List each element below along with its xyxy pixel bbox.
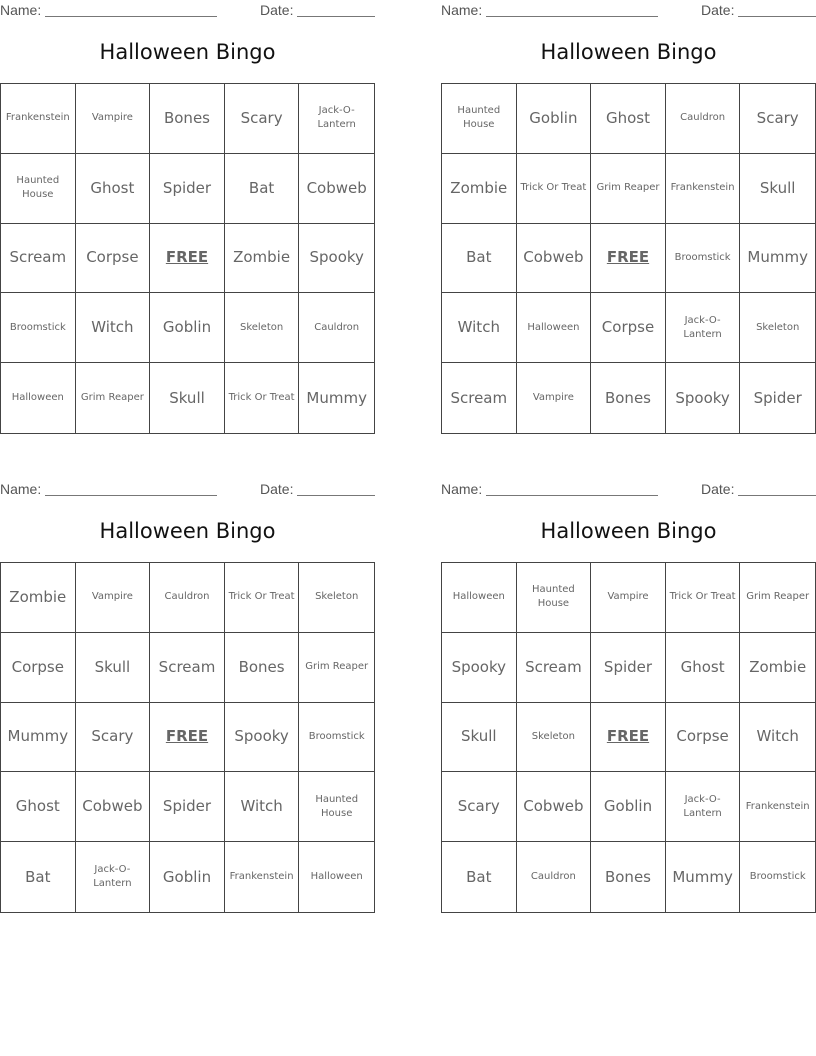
bingo-cell: Zombie	[442, 154, 517, 224]
bingo-cell: Goblin	[517, 84, 592, 154]
bingo-cell: Skull	[442, 703, 517, 773]
bingo-cell: Skull	[740, 154, 815, 224]
bingo-card	[0, 479, 375, 890]
date-label: Date:	[701, 2, 735, 18]
bingo-cell: Halloween	[517, 293, 592, 363]
bingo-cell: Trick Or Treat	[517, 154, 592, 224]
bingo-cell: Halloween	[442, 563, 517, 633]
bingo-cell: Vampire	[591, 563, 666, 633]
date-blank-line	[738, 16, 816, 17]
bingo-cell: Jack-O-Lantern	[76, 842, 151, 912]
bingo-cell: Bat	[442, 842, 517, 912]
free-space: FREE	[591, 703, 666, 773]
bingo-cell: Goblin	[591, 772, 666, 842]
name-date-row	[441, 0, 816, 22]
bingo-cell: Scream	[150, 633, 225, 703]
bingo-cell: Grim Reaper	[591, 154, 666, 224]
bingo-cell: Cobweb	[517, 772, 592, 842]
name-label: Name:	[0, 481, 42, 497]
bingo-cell: Zombie	[740, 633, 815, 703]
bingo-cell: Cauldron	[299, 293, 374, 363]
date-label: Date:	[260, 481, 294, 497]
bingo-cell: Witch	[225, 772, 300, 842]
bingo-cell: Vampire	[76, 84, 151, 154]
bingo-cell: Frankenstein	[225, 842, 300, 912]
bingo-cell: Mummy	[740, 224, 815, 294]
bingo-cell: Ghost	[666, 633, 741, 703]
bingo-cell: Halloween	[1, 363, 76, 433]
bingo-cell: Cauldron	[150, 563, 225, 633]
bingo-cell: Spider	[150, 154, 225, 224]
bingo-cell: Spooky	[225, 703, 300, 773]
bingo-cell: Skeleton	[517, 703, 592, 773]
bingo-cell: Haunted House	[1, 154, 76, 224]
bingo-cell: Cauldron	[666, 84, 741, 154]
bingo-cell: Spider	[753, 388, 802, 407]
bingo-cell: Broomstick	[299, 703, 374, 773]
bingo-grid	[441, 562, 816, 913]
bingo-grid	[0, 83, 375, 434]
bingo-cell: Cobweb	[299, 154, 374, 224]
bingo-cell: Grim Reaper	[76, 363, 151, 433]
bingo-cell: Mummy	[306, 388, 367, 407]
bingo-cell: Scary	[225, 84, 300, 154]
card-title: Halloween Bingo	[99, 40, 276, 64]
bingo-cell: Cobweb	[76, 772, 151, 842]
bingo-cell: Bat	[442, 224, 517, 294]
bingo-cell: Trick Or Treat	[666, 563, 741, 633]
bingo-cell: Skeleton	[740, 293, 815, 363]
bingo-cell: Haunted House	[299, 772, 374, 842]
bingo-cell: Haunted House	[442, 84, 517, 154]
name-date-row	[0, 479, 375, 501]
date-label: Date:	[701, 481, 735, 497]
bingo-cell: Jack-O-Lantern	[299, 84, 374, 154]
bingo-cell: Trick Or Treat	[225, 563, 300, 633]
bingo-cell: Scary	[740, 84, 815, 154]
bingo-cell: Witch	[740, 703, 815, 773]
bingo-cell: Scream	[1, 224, 76, 294]
bingo-grid	[0, 562, 375, 913]
bingo-cell: Vampire	[76, 563, 151, 633]
bingo-cell: Scary	[76, 703, 151, 773]
card-title: Halloween Bingo	[540, 519, 717, 543]
bingo-cell: Broomstick	[666, 224, 741, 294]
bingo-cell: Ghost	[1, 772, 76, 842]
bingo-cell: Grim Reaper	[740, 563, 815, 633]
bingo-cell: Witch	[76, 293, 151, 363]
card-title: Halloween Bingo	[540, 40, 717, 64]
bingo-card	[441, 0, 816, 407]
bingo-cell: Bat	[1, 842, 76, 912]
bingo-cell: Spooky	[299, 224, 374, 294]
bingo-cell: Bones	[150, 84, 225, 154]
bingo-cell: Spooky	[442, 633, 517, 703]
bingo-cell: Goblin	[150, 842, 225, 912]
name-blank-line	[45, 495, 217, 496]
bingo-cell: Skull	[150, 363, 225, 433]
bingo-cell: Broomstick	[749, 871, 806, 883]
bingo-cell: Bones	[591, 363, 666, 433]
bingo-cell: Ghost	[591, 84, 666, 154]
bingo-cell: Scream	[517, 633, 592, 703]
bingo-cell: Scream	[442, 363, 517, 433]
bingo-cell: Zombie	[225, 224, 300, 294]
bingo-cell: Skeleton	[299, 563, 374, 633]
bingo-cell: Frankenstein	[740, 772, 815, 842]
bingo-cell: Ghost	[76, 154, 151, 224]
bingo-cell: Broomstick	[1, 293, 76, 363]
bingo-cell: Trick Or Treat	[225, 363, 300, 433]
bingo-cell: Corpse	[666, 703, 741, 773]
card-title: Halloween Bingo	[99, 519, 276, 543]
bingo-cell: Jack-O-Lantern	[666, 772, 741, 842]
name-blank-line	[486, 16, 658, 17]
bingo-cell: Cobweb	[517, 224, 592, 294]
bingo-cell: Spooky	[666, 363, 741, 433]
bingo-cell: Vampire	[517, 363, 592, 433]
name-blank-line	[45, 16, 217, 17]
bingo-cell: Frankenstein	[1, 84, 76, 154]
bingo-cell: Haunted House	[517, 563, 592, 633]
bingo-cell: Scary	[442, 772, 517, 842]
bingo-card	[441, 479, 816, 886]
bingo-cell: Corpse	[591, 293, 666, 363]
date-blank-line	[297, 16, 375, 17]
bingo-cell: Mummy	[1, 703, 76, 773]
bingo-cell: Bones	[591, 842, 666, 912]
free-space: FREE	[150, 224, 225, 294]
bingo-cell: Halloween	[310, 871, 363, 883]
bingo-cell: Bat	[225, 154, 300, 224]
name-blank-line	[486, 495, 658, 496]
free-space: FREE	[150, 703, 225, 773]
date-blank-line	[297, 495, 375, 496]
bingo-cell: Zombie	[1, 563, 76, 633]
name-label: Name:	[0, 2, 42, 18]
name-date-row	[441, 479, 816, 501]
name-label: Name:	[441, 2, 483, 18]
bingo-cell: Corpse	[76, 224, 151, 294]
name-label: Name:	[441, 481, 483, 497]
bingo-cell: Spider	[591, 633, 666, 703]
bingo-cell: Mummy	[666, 842, 741, 912]
bingo-cell: Goblin	[150, 293, 225, 363]
bingo-grid	[441, 83, 816, 434]
bingo-card	[0, 0, 375, 407]
bingo-cell: Cauldron	[517, 842, 592, 912]
bingo-cell: Frankenstein	[666, 154, 741, 224]
bingo-cell: Corpse	[1, 633, 76, 703]
date-label: Date:	[260, 2, 294, 18]
bingo-cell: Skull	[76, 633, 151, 703]
date-blank-line	[738, 495, 816, 496]
name-date-row	[0, 0, 375, 22]
bingo-cell: Skeleton	[225, 293, 300, 363]
bingo-cell: Grim Reaper	[299, 633, 374, 703]
bingo-cell: Jack-O-Lantern	[666, 293, 741, 363]
free-space: FREE	[591, 224, 666, 294]
bingo-cell: Bones	[225, 633, 300, 703]
bingo-cell: Witch	[442, 293, 517, 363]
bingo-cell: Spider	[150, 772, 225, 842]
